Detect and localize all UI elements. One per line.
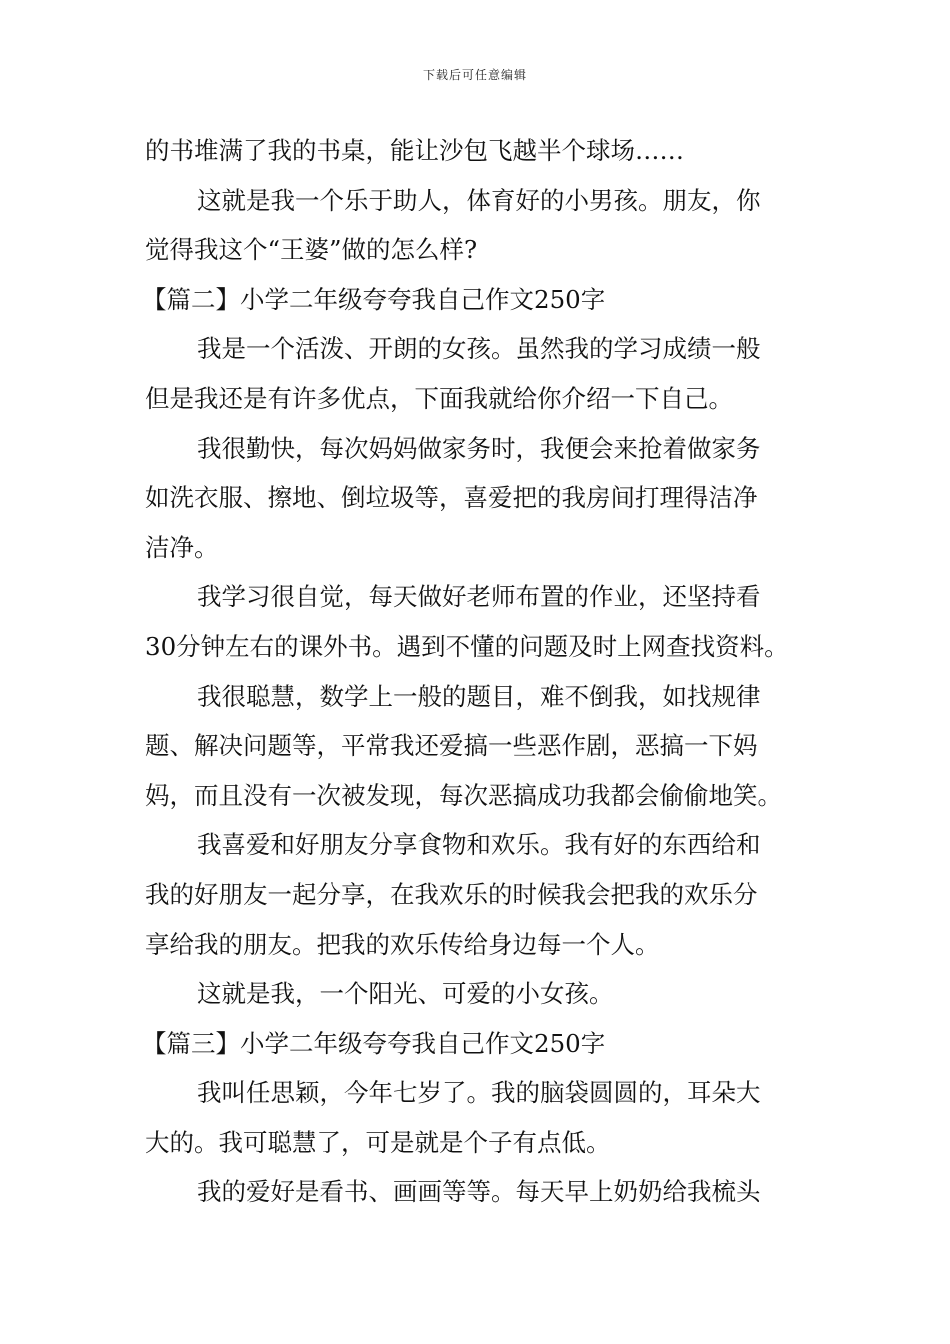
text-line: 我很勤快，每次妈妈做家务时，我便会来抢着做家务 bbox=[197, 433, 761, 463]
text-line: 觉得我这个“王婆”做的怎么样? bbox=[145, 235, 478, 265]
page-header: 下载后可任意编辑 bbox=[422, 68, 527, 82]
text-line: 我是一个活泼、开朗的女孩。虽然我的学习成绩一般 bbox=[197, 334, 761, 364]
text-line: 我学习很自觉，每天做好老师布置的作业，还坚持看 bbox=[197, 582, 761, 612]
essay-body bbox=[142, 126, 809, 1217]
text-line: 洁净。 bbox=[145, 532, 219, 562]
text-line: 我的爱好是看书、画画等等。每天早上奶奶给我梳头 bbox=[197, 1177, 761, 1207]
text-line: 我叫任思颖，今年七岁了。我的脑袋圆圆的，耳朵大 bbox=[197, 1078, 761, 1108]
text-line: 题、解决问题等，平常我还爱搞一些恶作剧，恶搞一下妈 bbox=[145, 731, 758, 761]
text-line: 我很聪慧，数学上一般的题目，难不倒我，如找规律 bbox=[197, 681, 761, 711]
text-line: 但是我还是有许多优点，下面我就给你介绍一下自己。 bbox=[145, 383, 733, 413]
text-line: 我喜爱和好朋友分享食物和欢乐。我有好的东西给和 bbox=[197, 830, 761, 860]
text-line: 享给我的朋友。把我的欢乐传给身边每一个人。 bbox=[145, 929, 660, 959]
text-line: 大的。我可聪慧了，可是就是个子有点低。 bbox=[145, 1127, 611, 1157]
section-heading: 【篇二】小学二年级夸夸我自己作文250字 bbox=[142, 284, 606, 314]
text-line: 我的好朋友一起分享，在我欢乐的时候我会把我的欢乐分 bbox=[145, 879, 758, 909]
text-line: 这就是我，一个阳光、可爱的小女孩。 bbox=[197, 979, 614, 1009]
text-line: 这就是我一个乐于助人，体育好的小男孩。朋友，你 bbox=[197, 185, 761, 215]
text-line: 的书堆满了我的书桌，能让沙包飞越半个球场…… bbox=[145, 136, 684, 165]
text-line: 30分钟左右的课外书。遇到不懂的问题及时上网查找资料。 bbox=[145, 631, 789, 661]
section-heading: 【篇三】小学二年级夸夸我自己作文250字 bbox=[142, 1028, 606, 1058]
text-line: 如洗衣服、擦地、倒垃圾等，喜爱把的我房间打理得洁净 bbox=[145, 483, 758, 513]
text-line: 妈，而且没有一次被发现，每次恶搞成功我都会偷偷地笑。 bbox=[145, 780, 782, 810]
